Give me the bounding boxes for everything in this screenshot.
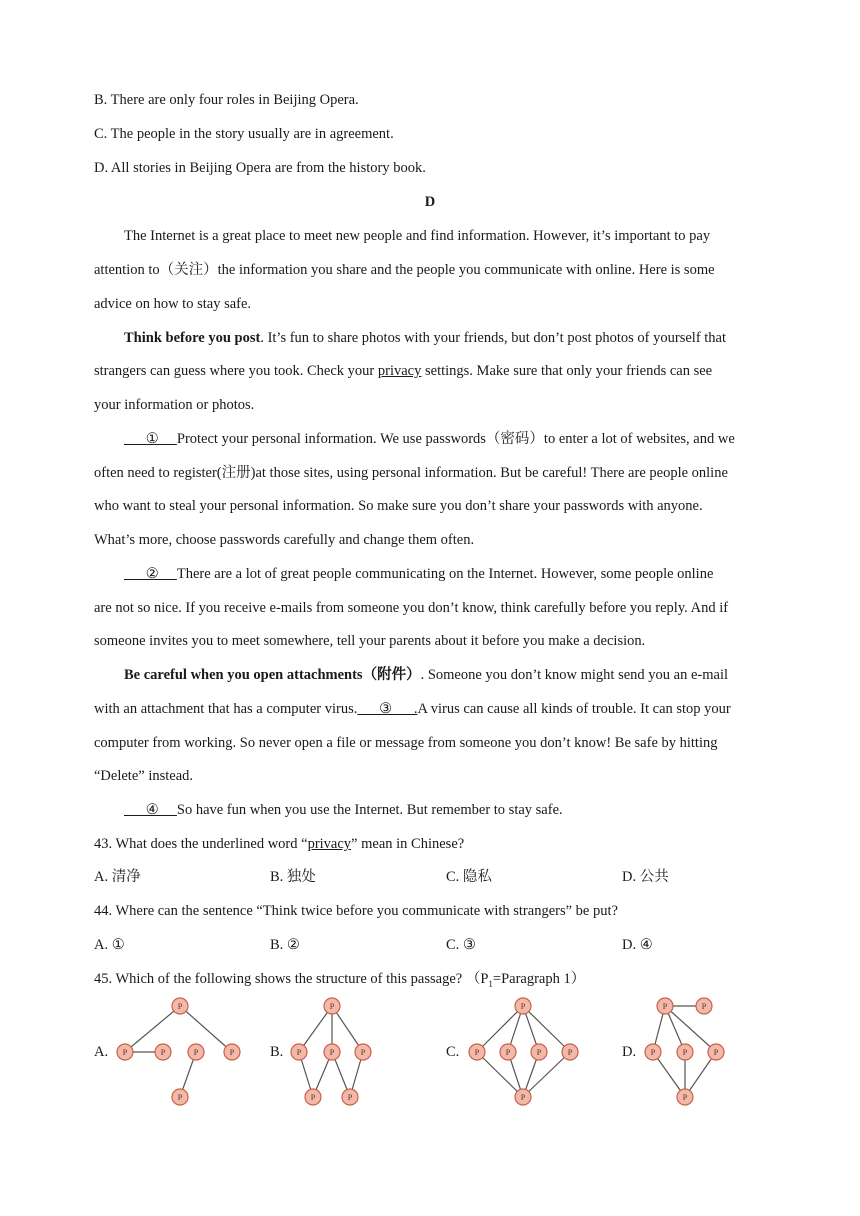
blank-1: ① (124, 431, 177, 447)
question-43-stem (94, 835, 464, 853)
diagram-node-label: P (505, 1048, 511, 1057)
diagram-node-label: P (682, 1093, 688, 1102)
paragraph-5-text: . Someone you don’t know might send you an e-mail (420, 667, 728, 683)
diagram-node-label: P (713, 1048, 719, 1057)
diagram-node-label: P (160, 1048, 166, 1057)
diagram-node-label: P (682, 1048, 688, 1057)
paragraph-2-text: . It’s fun to share photos with your friends, but don’t post photos of yourself that (260, 330, 727, 346)
paragraph-5-line-3: computer from working. So never open a file or message from someone you don’t know! Be safe by hitting (94, 735, 718, 751)
question-45-option-d-label[interactable]: D. (622, 1044, 637, 1060)
structure-diagram-a (117, 998, 240, 1105)
blank-2: ② (124, 566, 177, 582)
question-43-word: privacy (307, 836, 352, 852)
diagram-node-label: P (177, 1093, 183, 1102)
question-43-stem-pre: 43. What does the underlined word “ (94, 836, 308, 852)
prev-option-d: D. All stories in Beijing Opera are from the history book. (94, 160, 426, 176)
diagram-node-label: P (520, 1002, 526, 1011)
diagram-node-label: P (177, 1002, 183, 1011)
diagram-node-label: P (536, 1048, 542, 1057)
diagram-node-label: P (662, 1002, 668, 1011)
question-45-option-a-label[interactable]: A. (94, 1044, 109, 1060)
diagram-edge (125, 1006, 180, 1052)
prev-option-b: B. There are only four roles in Beijing Opera. (94, 92, 359, 108)
question-43-option-c[interactable]: C. 隐私 (446, 869, 492, 885)
diagram-node-label: P (567, 1048, 573, 1057)
question-44-option-a[interactable]: A. ① (94, 937, 125, 953)
diagram-node-label: P (122, 1048, 128, 1057)
paragraph-3-line-4: What’s more, choose passwords carefully and change them often. (94, 532, 475, 548)
paragraph-5-line-1 (124, 666, 728, 684)
blank-4: ④ (124, 802, 177, 818)
diagram-node-label: P (229, 1048, 235, 1057)
question-43-option-b[interactable]: B. 独处 (270, 869, 316, 885)
blank-3: ③ . (357, 701, 418, 717)
diagram-node-label: P (701, 1002, 707, 1011)
paragraph-5-text-pre: with an attachment that has a computer virus. (94, 701, 358, 717)
diagram-node-label: P (474, 1048, 480, 1057)
section-heading: D (424, 194, 436, 210)
paragraph-4-line-1 (124, 565, 713, 583)
question-44-option-d[interactable]: D. ④ (622, 937, 653, 953)
paragraph-6-text: So have fun when you use the Internet. But remember to stay safe. (176, 802, 563, 818)
question-44-stem: 44. Where can the sentence “Think twice before you communicate with strangers” be put? (94, 903, 618, 919)
paragraph-2-text-pre: strangers can guess where you took. Check your (94, 363, 378, 379)
paragraph-2-heading: Think before you post (124, 330, 261, 346)
paragraph-3-line-3: who want to steal your personal information. So make sure you don’t share your passwords with anyone. (94, 498, 703, 514)
prev-option-c: C. The people in the story usually are in agreement. (94, 126, 394, 142)
question-45-option-b-label[interactable]: B. (270, 1044, 284, 1060)
paragraph-2-text-post: settings. Make sure that only your friends can see (421, 363, 713, 379)
diagram-node-label: P (329, 1048, 335, 1057)
structure-diagrams (0, 990, 860, 1110)
question-43-option-d[interactable]: D. 公共 (622, 869, 669, 885)
paragraph-1-line-1: The Internet is a great place to meet new people and find information. However, it’s important to pay (124, 228, 711, 244)
question-45-subscript: 1 (488, 978, 493, 989)
paragraph-5-heading: Be careful when you open attachments（附件） (124, 667, 421, 683)
paragraph-4-line-3: someone invites you to meet somewhere, tell your parents about it before you make a decision. (94, 633, 646, 649)
question-45-stem-post: =Paragraph 1） (492, 971, 586, 987)
structure-diagram-b (291, 998, 371, 1105)
question-44-option-c[interactable]: C. ③ (446, 937, 476, 953)
paragraph-5-text-post: A virus can cause all kinds of trouble. It can stop your (417, 701, 731, 717)
paragraph-2-line-2 (94, 362, 712, 380)
diagram-node-label: P (296, 1048, 302, 1057)
paragraph-1-line-2: attention to（关注）the information you share and the people you communicate with online. Here is some (94, 262, 715, 278)
diagram-edge (180, 1006, 232, 1052)
question-45-option-c-label[interactable]: C. (446, 1044, 460, 1060)
structure-diagram-d (645, 998, 724, 1105)
diagram-node-label: P (329, 1002, 335, 1011)
underlined-word-privacy: privacy (377, 363, 422, 379)
diagram-edge (523, 1006, 570, 1052)
paragraph-3-line-2: often need to register(注册)at those sites, using personal information. But be careful! There are people online (94, 465, 728, 481)
paragraph-3-text: Protect your personal information. We use passwords（密码）to enter a lot of websites, and we (176, 431, 735, 447)
diagram-node-label: P (193, 1048, 199, 1057)
diagram-node-label: P (347, 1093, 353, 1102)
question-44-option-b[interactable]: B. ② (270, 937, 300, 953)
paragraph-5-line-4: “Delete” instead. (94, 768, 194, 784)
structure-diagram-c (469, 998, 578, 1105)
paragraph-2-line-3: your information or photos. (94, 397, 255, 413)
diagram-edge (523, 1052, 570, 1097)
question-43-option-a[interactable]: A. 清净 (94, 869, 141, 885)
question-45-stem-pre: 45. Which of the following shows the structure of this passage? （P (94, 971, 489, 987)
diagram-node-label: P (310, 1093, 316, 1102)
question-43-stem-post: ” mean in Chinese? (351, 836, 465, 852)
paragraph-3-line-1 (124, 430, 735, 448)
diagram-node-label: P (650, 1048, 656, 1057)
paragraph-4-text: There are a lot of great people communicating on the Internet. However, some people online (176, 566, 714, 582)
paragraph-6-line-1 (124, 801, 563, 819)
paragraph-4-line-2: are not so nice. If you receive e-mails from someone you don’t know, think carefully before you reply. And if (94, 600, 729, 616)
paragraph-1-line-3: advice on how to stay safe. (94, 296, 252, 312)
paragraph-2-line-1 (124, 329, 726, 347)
paragraph-5-line-2 (94, 700, 731, 718)
diagram-node-label: P (520, 1093, 526, 1102)
diagram-node-label: P (360, 1048, 366, 1057)
